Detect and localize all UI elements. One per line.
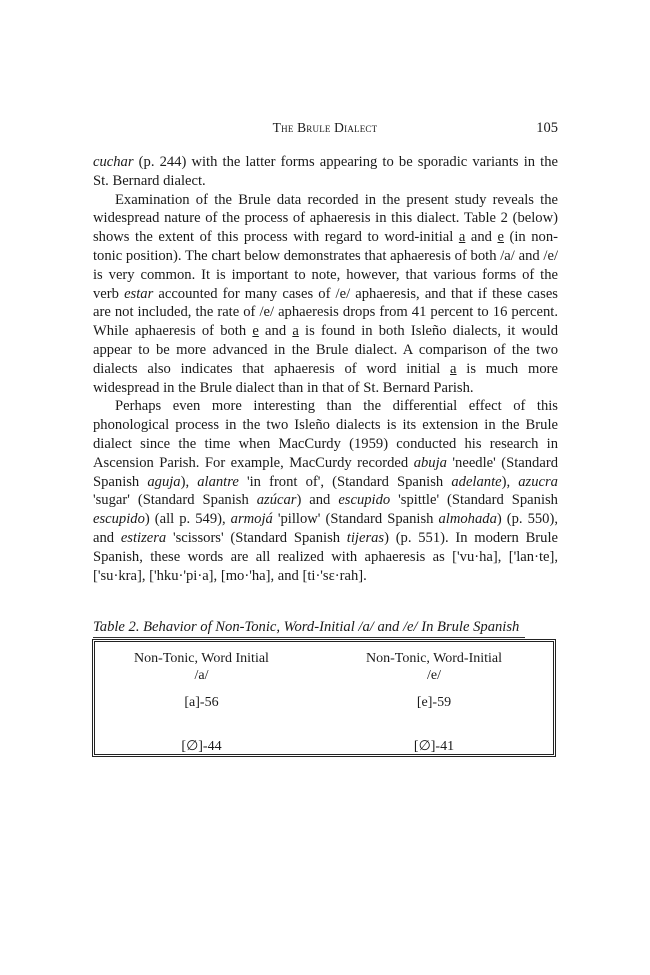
- paragraph-3-text: 'scissors' (Standard Spanish: [166, 529, 347, 546]
- paragraph-2-text: is much more widespread in the Brule dialect than in that of St. Bernard Parish.: [93, 360, 558, 396]
- paragraph-3-text: 'sugar' (Standard Spanish: [93, 492, 257, 509]
- paragraph-1: [93, 153, 558, 191]
- paragraph-3-text: ) and: [296, 492, 339, 509]
- table-caption: Table 2. Behavior of Non-Tonic, Word-Initial /a/ and /e/ In Brule Spanish: [93, 619, 525, 638]
- paragraph-3: [93, 397, 558, 585]
- italic-term: escupido: [338, 492, 391, 509]
- table-cell-e-deleted: [∅]-41: [413, 739, 455, 754]
- paragraph-2: [93, 191, 558, 398]
- paragraph-2-text: Examination of the Brule data recorded in the present study reveals the widespread nature of the process of aphaeresis in this dialect. Table 2 (below) shows the extent of this process with regard to word-initial: [93, 191, 558, 246]
- italic-term: aguja: [147, 473, 181, 490]
- paragraph-3-text: 'in front of', (Standard Spanish: [238, 473, 452, 490]
- column-header-label: Non-Tonic, Word-Initial: [365, 651, 503, 666]
- italic-term: escupido: [93, 511, 145, 528]
- italic-term: almohada: [438, 511, 497, 528]
- underlined-letter: e: [252, 323, 259, 340]
- running-title: The Brule Dialect: [272, 120, 378, 135]
- italic-term: alantre: [197, 473, 239, 490]
- running-header: [0, 120, 650, 140]
- paragraph-1-text: (p. 244) with the latter forms appearing to be sporadic variants in the St. Bernard dialect.: [93, 154, 558, 189]
- underlined-letter: a: [292, 323, 299, 340]
- table-cell-e-retained: [e]-59: [416, 695, 452, 710]
- paragraph-1-italic-word: cuchar: [93, 154, 134, 170]
- page-number: 105: [536, 120, 558, 136]
- paragraph-2-text: accounted for many cases of /e/ aphaeresis, and that if these cases are not included, the rate of /e/ aphaeresis drops from 41 percent to 16 percent. While aphaeresis of both: [93, 285, 558, 340]
- table-cell-a-deleted: [∅]-44: [181, 739, 222, 754]
- italic-term: azúcar: [256, 492, 297, 509]
- column-phoneme: /e/: [427, 668, 441, 683]
- paragraph-3-text: ) (p. 551). In modern Brule Spanish, these words are all realized with aphaeresis as ['vu·ha], ['lan·te], ['su·kra], ['hku·'pi·a], [mo·'ha], and [ti·'sɛ·rah].: [93, 529, 558, 584]
- paragraph-3-text: 'needle' (Standard Spanish: [93, 454, 558, 490]
- column-header-label: Non-Tonic, Word Initial: [134, 651, 269, 666]
- italic-term: estizera: [120, 529, 167, 546]
- table-column-e-header: [329, 650, 539, 684]
- table-column-a-header: [99, 650, 304, 684]
- paragraph-2-text: (in non-tonic position). The chart below demonstrates that aphaeresis of both /a/ and /e/ is very common. It is important to note, however, that various forms of the verb: [93, 229, 559, 302]
- paragraph-3-text: 'spittle' (Standard Spanish: [390, 492, 558, 509]
- paragraph-3-text: Perhaps even more interesting than the differential effect of this phonological process in the two Isleño dialects is its extension in the Brule dialect since the time when MacCurdy (1959) conducted his research in Ascension Parish. For example, MacCurdy recorded: [93, 398, 558, 471]
- body-text: [93, 153, 558, 585]
- table-cell-a-retained: [a]-56: [184, 695, 219, 710]
- italic-term: adelante: [451, 473, 502, 490]
- underlined-letter: a: [458, 229, 466, 246]
- paragraph-2-text: and: [258, 323, 293, 340]
- italic-term: azucra: [518, 473, 558, 490]
- paragraph-2-text: and: [465, 229, 498, 246]
- paragraph-3-text: 'pillow' (Standard Spanish: [272, 511, 439, 528]
- italic-term: abuja: [413, 454, 447, 471]
- italic-term: tijeras: [346, 529, 385, 546]
- italic-term: estar: [124, 285, 154, 302]
- paragraph-3-text: ),: [501, 473, 519, 490]
- underlined-letter: a: [450, 360, 457, 377]
- column-phoneme: /a/: [194, 668, 209, 683]
- italic-term: armojá: [230, 511, 273, 528]
- results-table: [92, 639, 556, 757]
- paragraph-3-text: ),: [180, 473, 198, 490]
- paragraph-3-text: ) (all p. 549),: [144, 511, 231, 528]
- underlined-letter: e: [497, 229, 504, 246]
- paragraph-3-text: ) (p. 550), and: [93, 511, 558, 546]
- paragraph-2-text: is found in both Isleño dialects, it would appear to be more advanced in the Brule dialect. A comparison of the two dialects also indicates that aphaeresis of word initial: [93, 323, 558, 377]
